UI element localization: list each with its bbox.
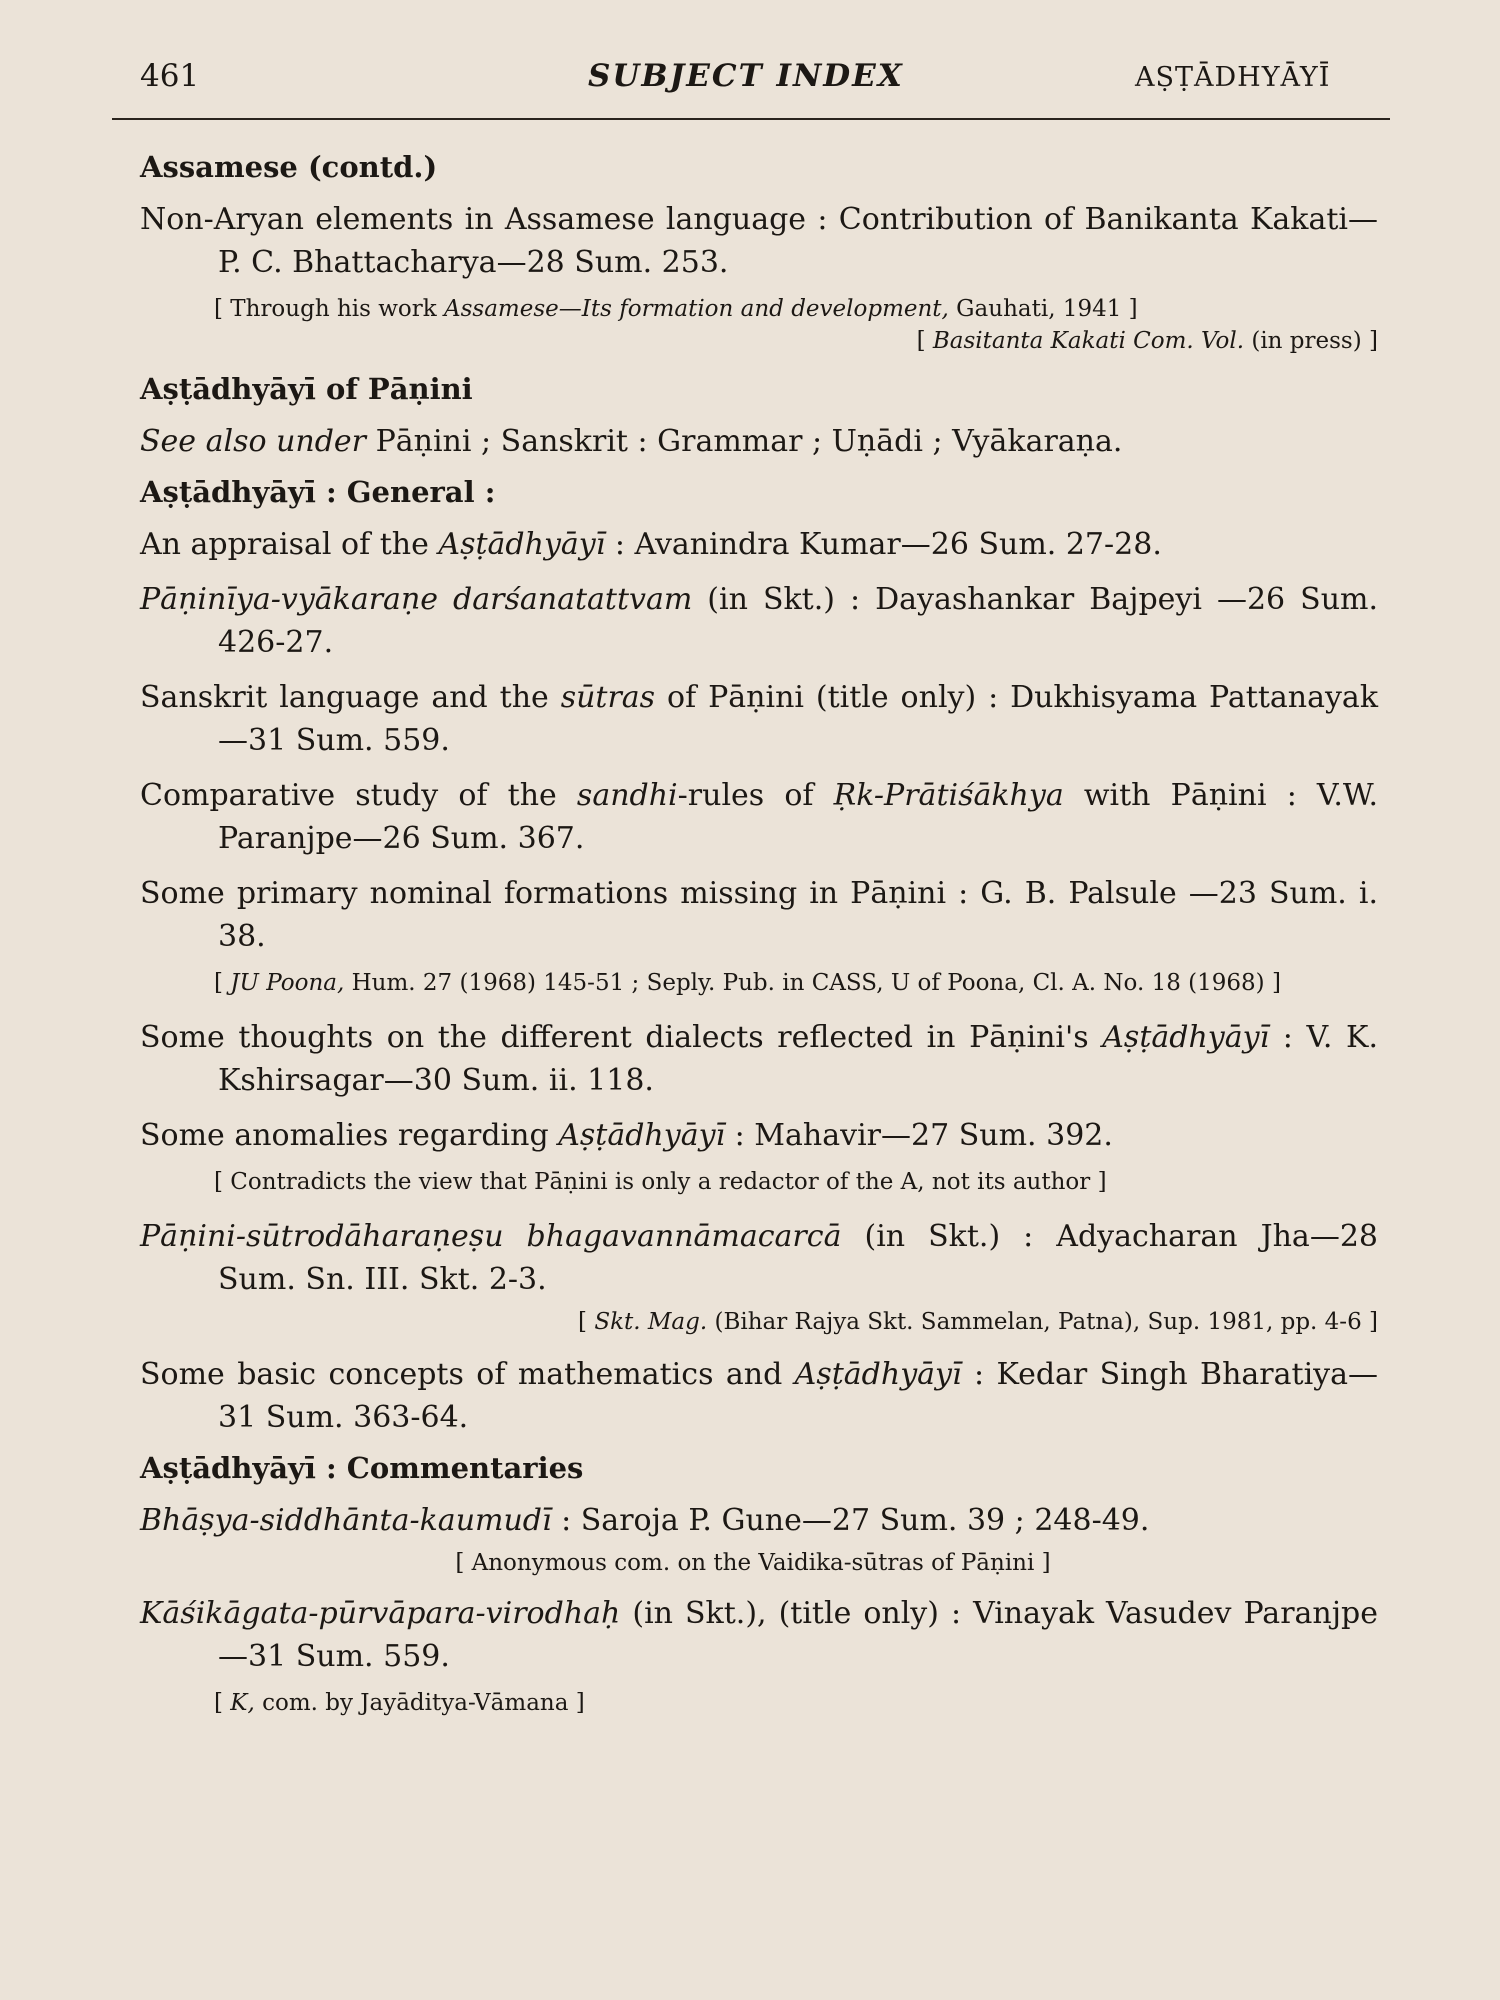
entry-note: [ Basitanta Kakati Com. Vol. (in press) ] — [916, 328, 1378, 354]
entry-note: [ Through his work Assamese—Its formation and development, Gauhati, 1941 ] — [214, 296, 1138, 322]
entry-note: [ Contradicts the view that Pāṇini is only a redactor of the A, not its author ] — [214, 1169, 1107, 1195]
entry-note: [ K, com. by Jayāditya-Vāmana ] — [214, 1690, 585, 1716]
entry-note: [ Anonymous com. on the Vaidika-sūtras of Pāṇini ] — [455, 1550, 1051, 1576]
section-heading-astadhyayi: Aṣṭādhyāyī of Pāṇini — [140, 372, 473, 406]
index-entry: Pāṇini-sūtrodāharaṇeṣu bhagavannāmacarcā (in Skt.) : Adyacharan Jha—28 Sum. Sn. III. Skt. 2-3. — [140, 1219, 1378, 1297]
see-also-entry: See also under Pāṇini ; Sanskrit : Grammar ; Uṇādi ; Vyākaraṇa. — [140, 424, 1123, 459]
index-entry: Non-Aryan elements in Assamese language : Contribution of Banikanta Kakati—P. C. Bhattacharya—28 Sum. 253. — [140, 202, 1378, 280]
index-entry: Bhāṣya-siddhānta-kaumudī : Saroja P. Gune—27 Sum. 39 ; 248-49. — [140, 1503, 1150, 1538]
page-header — [0, 58, 1500, 118]
index-entry: Pāṇinīya-vyākaraṇe darśanatattvam (in Skt.) : Dayashankar Bajpeyi —26 Sum. 426-27. — [140, 582, 1379, 660]
section-heading-general: Aṣṭādhyāyī : General : — [140, 475, 496, 509]
entry-note: [ Skt. Mag. (Bihar Rajya Skt. Sammelan, Patna), Sup. 1981, pp. 4-6 ] — [578, 1309, 1378, 1335]
page-number: 461 — [140, 58, 200, 94]
header-rule — [112, 118, 1390, 120]
index-content — [128, 150, 1378, 1736]
running-headword: AṢṬĀDHYĀYĪ — [1135, 62, 1331, 93]
running-title: SUBJECT INDEX — [588, 58, 904, 94]
index-entry: Sanskrit language and the sūtras of Pāṇini (title only) : Dukhisyama Pattanayak—31 Sum. 559. — [140, 680, 1378, 758]
index-entry: An appraisal of the Aṣṭādhyāyī : Avanindra Kumar—26 Sum. 27-28. — [140, 527, 1162, 562]
index-entry: Some thoughts on the different dialects reflected in Pāṇini's Aṣṭādhyāyī : V. K. Kshirsagar—30 Sum. ii. 118. — [140, 1020, 1378, 1098]
index-entry: Kāśikāgata-pūrvāpara-virodhaḥ (in Skt.), (title only) : Vinayak Vasudev Paranjpe—31 Sum. 559. — [140, 1596, 1378, 1674]
index-entry: Comparative study of the sandhi-rules of Ṛk-Prātiśākhya with Pāṇini : V.W. Paranjpe—26 Sum. 367. — [140, 778, 1379, 856]
index-entry: Some primary nominal formations missing in Pāṇini : G. B. Palsule —23 Sum. i. 38. — [140, 876, 1378, 954]
entry-note: [ JU Poona, Hum. 27 (1968) 145-51 ; Seply. Pub. in CASS, U of Poona, Cl. A. No. 18 (1968) ] — [214, 970, 1281, 996]
section-heading-commentaries: Aṣṭādhyāyī : Commentaries — [140, 1451, 584, 1485]
index-entry: Some anomalies regarding Aṣṭādhyāyī : Mahavir—27 Sum. 392. — [140, 1118, 1113, 1153]
index-entry: Some basic concepts of mathematics and Aṣṭādhyāyī : Kedar Singh Bharatiya—31 Sum. 363-64. — [140, 1357, 1379, 1435]
section-heading-assamese: Assamese (contd.) — [140, 150, 438, 184]
